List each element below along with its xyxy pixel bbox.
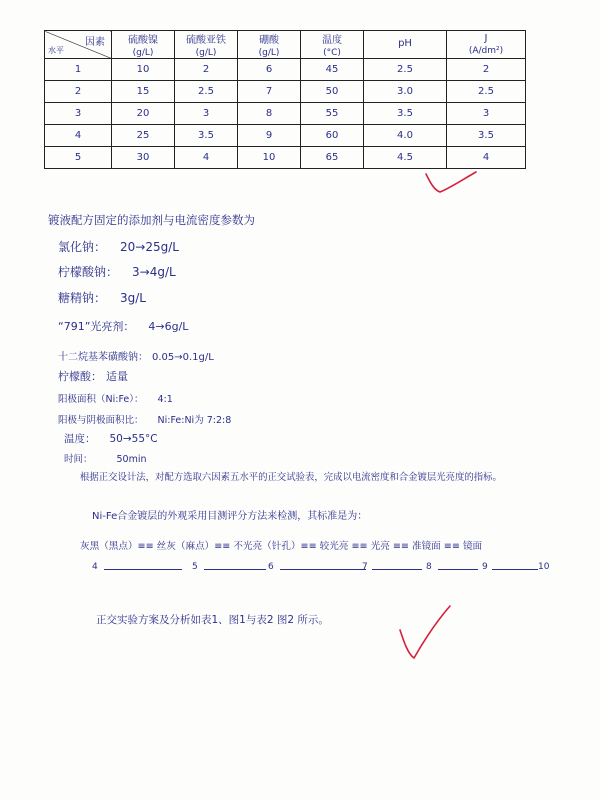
scale-tick: 8	[426, 562, 432, 572]
header-cell	[175, 31, 238, 59]
additive-label: 柠檬酸钠：	[58, 265, 119, 279]
header-cell	[364, 31, 447, 59]
scale-segment	[104, 569, 182, 570]
table-cell: 6	[238, 59, 301, 81]
table-cell: 4	[175, 147, 238, 169]
design-paragraph: 根据正交设计法，对配方选取六因素五水平的正交试验表，完成以电流密度和合金镀层光亮度的指标。	[80, 472, 502, 483]
additive-line	[58, 348, 214, 363]
additive-line	[58, 368, 128, 384]
level-cell: 1	[45, 59, 112, 81]
table-cell: 9	[238, 125, 301, 147]
table-cell: 25	[112, 125, 175, 147]
table-cell: 3.0	[364, 81, 447, 103]
scale-tick: 5	[192, 562, 198, 572]
table-cell: 3	[175, 103, 238, 125]
table-cell: 7	[238, 81, 301, 103]
intro-line: 镀液配方固定的添加剂与电流密度参数为	[48, 213, 255, 227]
additive-value: 3→4g/L	[132, 265, 176, 279]
checkmark-icon	[420, 168, 480, 198]
table-row	[45, 59, 526, 81]
additive-label: 糖精钠：	[58, 291, 107, 305]
table-cell: 3.5	[447, 125, 526, 147]
conclusion-line: 正交实验方案及分析如表1、图1与表2 图2 所示。	[96, 614, 329, 626]
header-unit: (g/L)	[258, 48, 280, 58]
header-unit: (g/L)	[195, 48, 217, 58]
table-cell: 2.5	[175, 81, 238, 103]
additive-value: 0.05→0.1g/L	[152, 352, 214, 363]
parameter-label: 阳极与阴极面积比：	[58, 415, 144, 426]
table-cell: 30	[112, 147, 175, 169]
factor-level-table	[44, 30, 526, 169]
grade-scale-line: 灰黑（黑点）≡≡ 丝灰（麻点）≡≡ 不光亮（针孔）≡≡ 较光亮 ≡≡ 光亮 ≡≡ 准镜面 ≡≡ 镜面	[80, 541, 483, 552]
level-cell: 5	[45, 147, 112, 169]
corner-factor-label: 因素	[85, 37, 105, 48]
table-cell: 15	[112, 81, 175, 103]
table-cell: 3.5	[364, 103, 447, 125]
table-row	[45, 147, 526, 169]
scale-segment	[372, 569, 422, 570]
table-cell: 10	[112, 59, 175, 81]
additive-label: 十二烷基苯磺酸钠：	[58, 352, 148, 363]
parameter-line	[58, 391, 173, 405]
score-scale	[92, 562, 562, 576]
parameter-value: 4:1	[157, 394, 173, 405]
header-unit: (g/L)	[132, 48, 154, 58]
additive-value: 20→25g/L	[120, 240, 179, 254]
scale-tick: 10	[538, 562, 550, 572]
table-cell: 10	[238, 147, 301, 169]
table-cell: 2.5	[447, 81, 526, 103]
scale-tick: 6	[268, 562, 274, 572]
additive-value: 3g/L	[120, 291, 146, 305]
table-cell: 3.5	[175, 125, 238, 147]
header-cell	[112, 31, 175, 59]
table-cell: 2	[175, 59, 238, 81]
additive-line	[58, 318, 188, 334]
table-cell: 4	[447, 147, 526, 169]
additive-label: “791”光亮剂：	[58, 320, 135, 333]
parameter-label: 时间：	[64, 454, 93, 465]
level-cell: 2	[45, 81, 112, 103]
parameter-line	[64, 431, 158, 446]
additive-line	[58, 263, 176, 280]
header-unit: (A/dm²)	[468, 46, 504, 56]
header-name: pH	[398, 38, 412, 49]
table-cell: 20	[112, 103, 175, 125]
scale-tick: 7	[362, 562, 368, 572]
parameter-line	[64, 451, 147, 465]
scale-tick: 9	[482, 562, 488, 572]
parameter-label: 温度：	[64, 433, 96, 445]
header-name: 硫酸镍	[128, 35, 158, 46]
additive-label: 柠檬酸：	[58, 370, 102, 383]
table-cell: 3	[447, 103, 526, 125]
scale-segment	[204, 569, 266, 570]
scale-tick: 4	[92, 562, 98, 572]
header-unit: (°C)	[323, 48, 341, 58]
table-cell: 60	[301, 125, 364, 147]
table-cell: 55	[301, 103, 364, 125]
header-name: J	[484, 33, 488, 44]
additive-line	[58, 289, 146, 306]
table-cell: 4.0	[364, 125, 447, 147]
additive-label: 氯化钠：	[58, 240, 107, 254]
corner-level-label: 水平	[48, 46, 64, 55]
table-corner-cell	[45, 31, 112, 59]
additive-value: 适量	[106, 370, 128, 383]
level-cell: 3	[45, 103, 112, 125]
parameter-label: 阳极面积（Ni:Fe）：	[58, 394, 144, 405]
checkmark-icon	[396, 604, 456, 664]
table-cell: 2	[447, 59, 526, 81]
header-cell	[238, 31, 301, 59]
parameter-value: 50min	[116, 454, 147, 465]
table-cell: 50	[301, 81, 364, 103]
scale-segment	[280, 569, 366, 570]
header-name: 硫酸亚铁	[186, 35, 226, 46]
header-name: 温度	[322, 35, 342, 46]
table-row	[45, 103, 526, 125]
header-cell	[447, 31, 526, 59]
table-cell: 65	[301, 147, 364, 169]
table-cell: 4.5	[364, 147, 447, 169]
parameter-value: 50→55°C	[109, 433, 158, 445]
table-cell: 2.5	[364, 59, 447, 81]
parameter-value: Ni:Fe:Ni为 7:2:8	[157, 415, 232, 426]
table-row	[45, 125, 526, 147]
additive-line	[58, 238, 179, 255]
evaluation-paragraph: Ni-Fe合金镀层的外观采用目测评分方法来检测，其标准是为：	[92, 511, 368, 522]
table-row	[45, 81, 526, 103]
table-cell: 45	[301, 59, 364, 81]
table-cell: 8	[238, 103, 301, 125]
scale-segment	[492, 569, 538, 570]
header-cell	[301, 31, 364, 59]
table-header-row	[45, 31, 526, 59]
header-name: 硼酸	[259, 35, 279, 46]
parameter-line	[58, 412, 231, 426]
scale-segment	[438, 569, 478, 570]
level-cell: 4	[45, 125, 112, 147]
additive-value: 4→6g/L	[148, 320, 189, 333]
